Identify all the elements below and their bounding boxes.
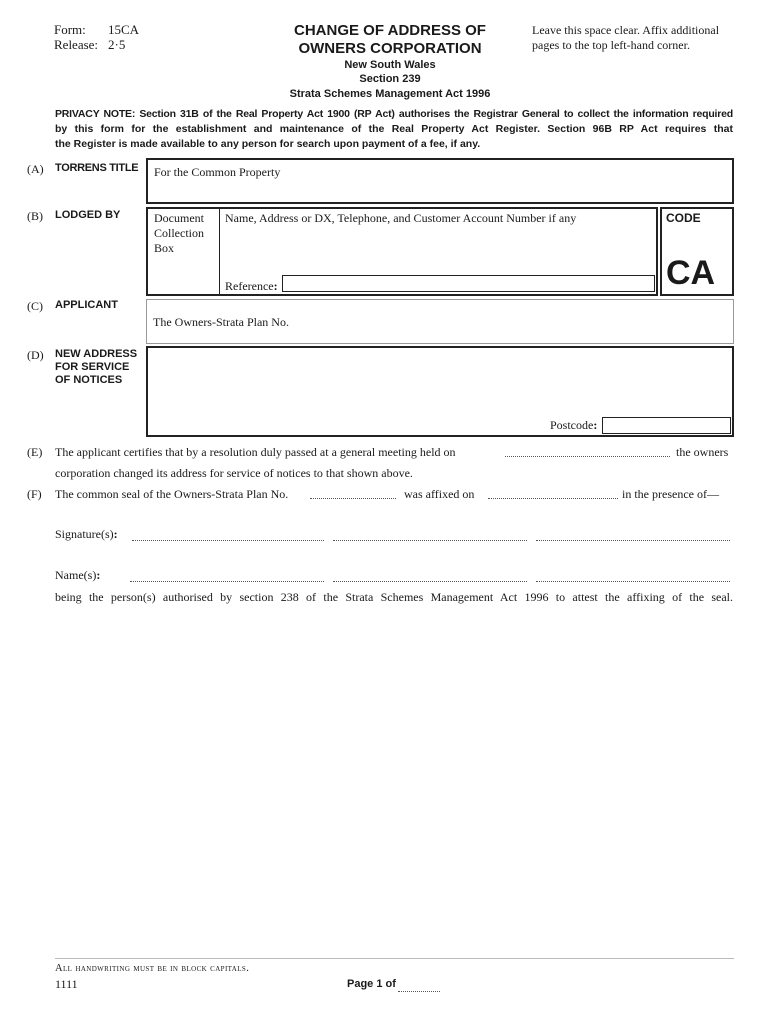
document-collection-box-label [154,211,204,256]
release-number: 2·5 [108,37,126,52]
jurisdiction: New South Wales [344,59,436,71]
reference-text: Reference [225,279,274,293]
signature-input-2[interactable] [333,540,527,541]
section-a-letter: (A) [27,162,44,176]
seal-date-input[interactable] [488,498,618,499]
new-address-label-line1: NEW ADDRESS [55,348,138,360]
name-input-1[interactable] [130,581,324,582]
applicant-hint: The Owners-Strata Plan No. [153,315,289,329]
code-box [660,207,734,296]
seal-text-2: was affixed on [404,487,475,501]
authorised-persons-text: being the person(s) authorised by section 238 of the Strata Schemes Management Act 1996 to attest the affixing of the seal. [55,590,733,604]
lodged-by-label: LODGED BY [55,209,121,221]
name-input-3[interactable] [536,581,730,582]
applicant-label: APPLICANT [55,299,118,311]
section-ref: Section 239 [359,73,421,85]
act-ref: Strata Schemes Management Act 1996 [289,88,491,100]
form-title-line1: CHANGE OF ADDRESS OF [294,22,486,39]
leave-clear-note-line2: pages to the top left-hand corner. [532,38,690,52]
signature-input-1[interactable] [132,540,324,541]
lodged-by-divider [219,209,220,294]
postcode-input[interactable] [602,417,731,434]
torrens-title-label: TORRENS TITLE [55,162,139,174]
new-address-label-line3: OF NOTICES [55,374,123,386]
name-input-2[interactable] [333,581,527,582]
code-value: CA [666,254,716,292]
section-b-letter: (B) [27,209,43,223]
signature-text: Signature(s) [55,527,114,541]
doc-label-line2: Collection [154,226,204,240]
total-pages-input[interactable] [398,991,440,992]
meeting-date-input[interactable] [505,456,670,457]
certification-text-line2: corporation changed its address for service of notices to that shown above. [55,466,413,480]
form-title-line2: OWNERS CORPORATION [298,40,482,57]
section-c-letter: (C) [27,299,43,313]
form-number: 15CA [108,22,140,37]
certification-text-end: the owners [676,445,729,459]
torrens-title-field[interactable] [146,158,734,204]
release-label: Release: [54,37,99,52]
seal-text-3: in the presence of— [622,487,719,501]
code-label: CODE [666,211,701,225]
strata-plan-number-input[interactable] [310,498,396,499]
lodger-details-hint: Name, Address or DX, Telephone, and Customer Account Number if any [225,211,577,225]
postcode-label: Postcode: [550,418,598,432]
torrens-title-hint: For the Common Property [154,165,281,179]
names-text: Name(s) [55,568,97,582]
block-capitals-note: All handwriting must be in block capitals. [55,963,250,974]
reference-input[interactable] [282,275,655,292]
reference-label: Reference: [225,279,278,293]
certification-text-line1: The applicant certifies that by a resolution duly passed at a general meeting held on [55,445,456,459]
doc-label-line1: Document [154,211,204,225]
section-d-letter: (D) [27,348,44,362]
new-address-label-line2: FOR SERVICE [55,361,130,373]
doc-label-line3: Box [154,241,175,255]
privacy-note-line2: by this form for the establishment and maintenance of the Real Property Act Register. Section 96B RP Act requires that [55,123,733,135]
footer-rule [55,958,734,959]
names-label: Name(s): [55,568,101,582]
privacy-note-line1: PRIVACY NOTE: Section 31B of the Real Property Act 1900 (RP Act) authorises the Registrar General to collect the information required [55,108,733,120]
signature-label: Signature(s): [55,527,118,541]
leave-clear-note-line1: Leave this space clear. Affix additional [532,23,720,37]
page-number-label: Page 1 of [347,978,396,990]
privacy-note-line3: the Register is made available to any person for search upon payment of a fee, if any. [55,138,481,150]
seal-text-1: The common seal of the Owners-Strata Plan No. [55,487,289,501]
form-label: Form: [54,22,86,37]
footer-code: 1111 [55,977,78,991]
applicant-field[interactable] [146,299,734,344]
new-address-label [55,348,137,387]
section-f-letter: (F) [27,487,42,501]
section-e-letter: (E) [27,445,43,459]
signature-input-3[interactable] [536,540,730,541]
postcode-text: Postcode [550,418,594,432]
